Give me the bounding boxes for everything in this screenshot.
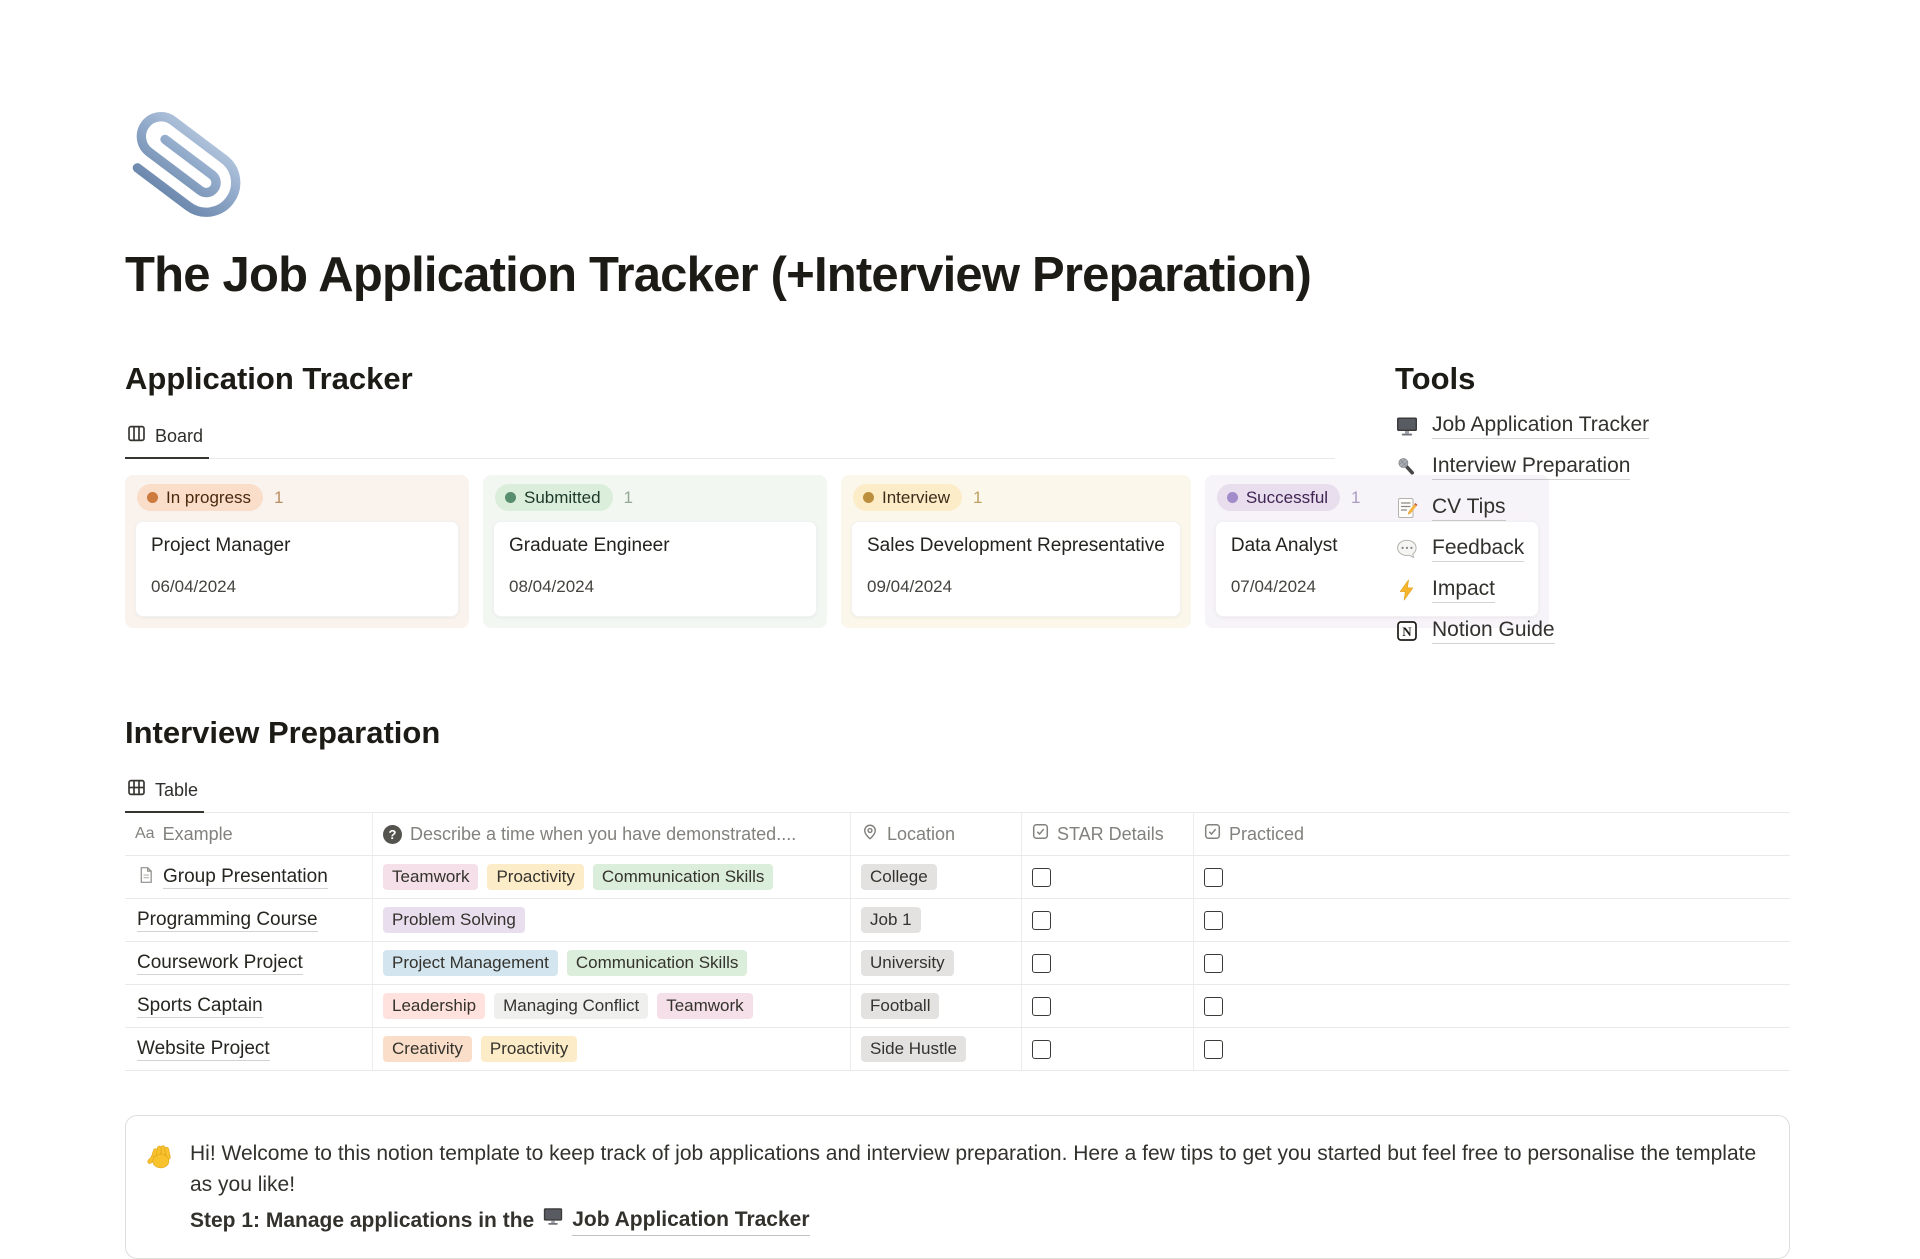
kanban-column-header	[135, 484, 459, 511]
kanban-column-header	[851, 484, 1181, 511]
status-dot-icon	[147, 492, 158, 503]
row-title[interactable]: Sports Captain	[137, 994, 263, 1016]
status-dot-icon	[505, 492, 516, 503]
card-date: 07/04/2024	[1230, 577, 1316, 596]
table-body	[125, 856, 1790, 1071]
memo-icon	[1395, 496, 1419, 520]
status-pill[interactable]	[1217, 484, 1340, 511]
column-header-example[interactable]	[125, 813, 373, 855]
practiced-checkbox[interactable]	[1204, 954, 1223, 973]
skill-tag: Project Management	[383, 950, 558, 976]
location-tag: Football	[861, 993, 939, 1019]
cell-practiced[interactable]	[1194, 985, 1790, 1027]
column-header-label: Practiced	[1229, 823, 1305, 844]
tools-link[interactable]	[1395, 414, 1825, 438]
cell-location[interactable]	[851, 899, 1022, 941]
status-dot-icon	[1227, 492, 1238, 503]
tools-link-label: Notion Guide	[1432, 618, 1555, 644]
tab-board[interactable]	[125, 417, 209, 459]
cell-skills-tags[interactable]	[373, 942, 851, 984]
column-header-describe[interactable]	[373, 813, 851, 855]
column-count: 1	[973, 487, 983, 507]
star-details-checkbox[interactable]	[1032, 997, 1051, 1016]
cell-location[interactable]	[851, 985, 1022, 1027]
status-pill[interactable]	[853, 484, 962, 511]
kanban-column	[841, 475, 1191, 628]
step1-text: Step 1: Manage applications in the	[190, 1208, 535, 1232]
skill-tag: Teamwork	[383, 864, 478, 890]
row-title[interactable]: Group Presentation	[163, 865, 328, 887]
cell-star-details[interactable]	[1022, 856, 1194, 898]
waving-hand-icon	[146, 1141, 176, 1171]
callout-step1	[190, 1204, 1765, 1236]
status-label: Interview	[882, 487, 951, 507]
table-row	[125, 942, 1790, 985]
checkbox-property-icon	[1032, 823, 1049, 845]
tools-link[interactable]	[1395, 578, 1825, 602]
cell-example[interactable]	[125, 942, 373, 984]
column-header-label: Describe a time when you have demonstrated....	[410, 823, 797, 844]
cell-skills-tags[interactable]	[373, 856, 851, 898]
welcome-callout	[125, 1115, 1790, 1259]
desktop-computer-icon	[1395, 414, 1419, 438]
cell-example[interactable]	[125, 899, 373, 941]
status-pill[interactable]	[495, 484, 613, 511]
cell-skills-tags[interactable]	[373, 899, 851, 941]
row-title[interactable]: Coursework Project	[137, 951, 303, 973]
star-details-checkbox[interactable]	[1032, 954, 1051, 973]
text-property-icon: Aa	[135, 825, 155, 842]
kanban-card[interactable]	[135, 521, 459, 617]
tools-link-label: Feedback	[1432, 536, 1524, 562]
page-icon	[137, 866, 155, 889]
column-header-label: STAR Details	[1057, 823, 1164, 844]
table-view-icon	[127, 778, 146, 802]
column-count: 1	[623, 487, 634, 507]
cell-practiced[interactable]	[1194, 942, 1790, 984]
tools-link[interactable]	[1395, 619, 1825, 643]
cell-star-details[interactable]	[1022, 942, 1194, 984]
practiced-checkbox[interactable]	[1204, 868, 1223, 887]
board-view-tabs	[125, 417, 1335, 459]
column-header-star-details[interactable]	[1022, 813, 1194, 855]
skill-tag: Teamwork	[657, 993, 752, 1019]
skill-tag: Communication Skills	[567, 950, 748, 976]
column-header-label: Example	[162, 823, 233, 844]
kanban-column-header	[493, 484, 817, 511]
tools-link[interactable]	[1395, 496, 1825, 520]
skill-tag: Creativity	[383, 1036, 472, 1062]
skill-tag: Leadership	[383, 993, 485, 1019]
microphone-icon	[1395, 455, 1419, 479]
cell-star-details[interactable]	[1022, 1028, 1194, 1070]
notion-logo-icon	[1395, 619, 1419, 643]
question-icon: ?	[383, 825, 402, 844]
kanban-card[interactable]	[493, 521, 817, 617]
skill-tag: Problem Solving	[383, 907, 525, 933]
cell-practiced[interactable]	[1194, 856, 1790, 898]
tools-link-label: CV Tips	[1432, 495, 1506, 521]
status-label: Submitted	[524, 487, 601, 507]
column-count: 1	[274, 487, 284, 507]
status-label: Successful	[1245, 487, 1329, 507]
row-title[interactable]: Programming Course	[137, 908, 318, 930]
column-header-location[interactable]	[851, 813, 1022, 855]
cell-location[interactable]	[851, 856, 1022, 898]
checkbox-property-icon	[1204, 823, 1221, 845]
tab-board-label: Board	[155, 425, 204, 446]
status-pill[interactable]	[137, 484, 263, 511]
tools-link[interactable]	[1395, 537, 1825, 561]
tools-link[interactable]	[1395, 455, 1825, 479]
tools-heading: Tools	[1395, 361, 1476, 396]
table-row	[125, 985, 1790, 1028]
location-tag: Side Hustle	[861, 1036, 966, 1062]
card-date: 09/04/2024	[867, 577, 953, 596]
practiced-checkbox[interactable]	[1204, 1040, 1223, 1059]
skill-tag: Proactivity	[481, 1036, 577, 1062]
cell-practiced[interactable]	[1194, 1028, 1790, 1070]
location-tag: College	[861, 864, 937, 890]
paperclip-icon[interactable]	[125, 0, 1920, 233]
kanban-board	[125, 459, 1361, 628]
card-title: Sales Development Representative	[867, 535, 1165, 556]
tab-table[interactable]	[125, 771, 204, 813]
kanban-card[interactable]	[851, 521, 1181, 617]
table-row	[125, 1028, 1790, 1071]
location-tag: University	[861, 950, 954, 976]
page-title: The Job Application Tracker (+Interview Preparation)	[125, 248, 1311, 302]
table-row	[125, 856, 1790, 899]
table-row	[125, 899, 1790, 942]
cell-location[interactable]	[851, 1028, 1022, 1070]
cell-star-details[interactable]	[1022, 899, 1194, 941]
skill-tag: Proactivity	[487, 864, 583, 890]
cell-star-details[interactable]	[1022, 985, 1194, 1027]
column-count: 1	[1351, 487, 1361, 507]
location-tag: Job 1	[861, 907, 921, 933]
star-details-checkbox[interactable]	[1032, 1040, 1051, 1059]
svg-text:N: N	[1402, 623, 1412, 639]
card-title: Project Manager	[151, 535, 291, 556]
practiced-checkbox[interactable]	[1204, 911, 1223, 930]
cell-location[interactable]	[851, 942, 1022, 984]
application-tracker-heading: Application Tracker	[125, 361, 413, 396]
interview-preparation-table	[125, 813, 1790, 1071]
table-view-tabs	[125, 771, 1790, 813]
column-header-practiced[interactable]	[1194, 813, 1790, 855]
skill-tag: Managing Conflict	[494, 993, 648, 1019]
tools-section	[1395, 361, 1825, 643]
interview-preparation-heading: Interview Preparation	[125, 715, 441, 750]
card-date: 08/04/2024	[509, 577, 595, 596]
speech-balloon-icon	[1395, 537, 1419, 561]
skill-tag: Communication Skills	[593, 864, 774, 890]
card-title: Graduate Engineer	[509, 535, 670, 556]
status-label: In progress	[166, 487, 252, 507]
table-header-row	[125, 813, 1790, 856]
cell-example[interactable]	[125, 985, 373, 1027]
tab-table-label: Table	[155, 779, 199, 800]
column-header-label: Location	[887, 823, 956, 844]
row-title[interactable]: Website Project	[137, 1037, 270, 1059]
cell-example[interactable]	[125, 1028, 373, 1070]
lightning-icon	[1395, 578, 1419, 602]
desktop-computer-icon	[542, 1205, 564, 1236]
location-pin-icon	[861, 823, 879, 846]
star-details-checkbox[interactable]	[1032, 911, 1051, 930]
cell-example[interactable]	[125, 856, 373, 898]
card-title: Data Analyst	[1230, 535, 1338, 556]
tools-list	[1395, 414, 1825, 643]
tools-link-label: Job Application Tracker	[1432, 413, 1649, 439]
practiced-checkbox[interactable]	[1204, 997, 1223, 1016]
kanban-column	[125, 475, 469, 628]
board-view-icon	[127, 424, 146, 448]
star-details-checkbox[interactable]	[1032, 868, 1051, 887]
cell-skills-tags[interactable]	[373, 1028, 851, 1070]
callout-greeting: Hi! Welcome to this notion template to keep track of job applications and interview preparation. Here a few tips to get you started but feel free to personalise the template as you like!	[190, 1142, 1757, 1196]
kanban-column	[483, 475, 827, 628]
step1-job-application-tracker-link[interactable]: Job Application Tracker	[572, 1204, 809, 1236]
tools-link-label: Interview Preparation	[1432, 454, 1630, 480]
card-date: 06/04/2024	[151, 577, 237, 596]
cell-skills-tags[interactable]	[373, 985, 851, 1027]
status-dot-icon	[863, 492, 874, 503]
tools-link-label: Impact	[1432, 577, 1495, 603]
cell-practiced[interactable]	[1194, 899, 1790, 941]
